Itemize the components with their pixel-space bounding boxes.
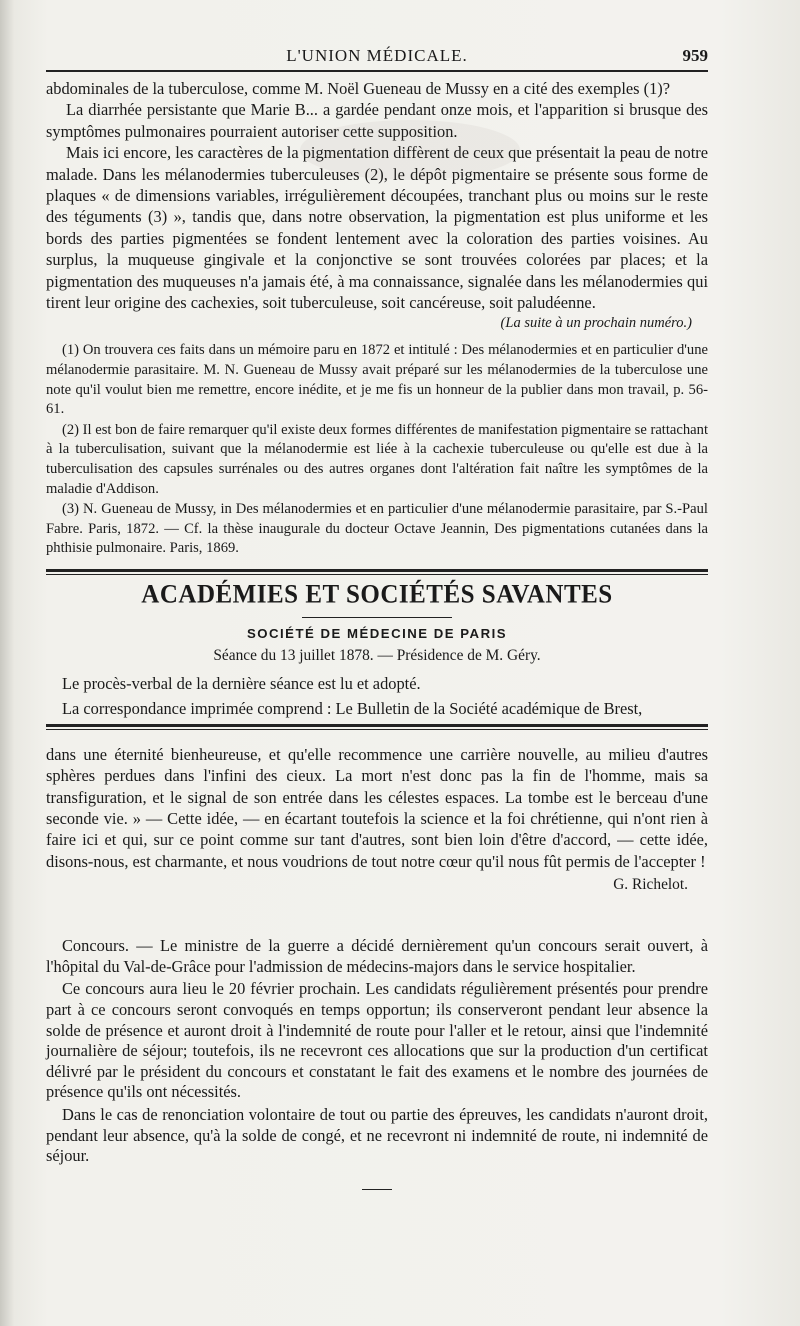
section-title: ACADÉMIES ET SOCIÉTÉS SAVANTES — [141, 580, 613, 609]
article-paragraph: abdominales de la tuberculose, comme M. Noël Gueneau de Mussy en a cité des exemples (1)? — [46, 79, 671, 98]
footnote: (1) On trouvera ces faits dans un mémoire paru en 1872 et intitulé : Des mélanodermies et en particulier d'une mélanodermie parasitaire. M. N. Gueneau de Mussy avait préparé sur les mélanodermies de la tuberculose une note qu'il voulut bien me remettre, encore inédite, et je me fis un honneur de la publier dans mon travail, p. 56-61. — [46, 342, 708, 418]
concours-notice — [46, 936, 708, 1167]
running-title: L'UNION MÉDICALE. — [286, 46, 468, 65]
article-body — [46, 78, 708, 313]
society-heading: SOCIÉTÉ DE MÉDECINE DE PARIS — [246, 626, 508, 641]
article-paragraph: Mais ici encore, les caractères de la pigmentation diffèrent de ceux que présentait la peau de notre malade. Dans les mélanodermies tuberculeuses (2), le dépôt pigmentaire se présente sous forme de plaques « de dimensions variables, irrégulièrement découpées, tranchant plus ou moins sur le reste des téguments (3) », tandis que, dans notre observation, la pigmentation est plus uniforme et les bords des parties pigmentées se fondent lentement avec la coloration des parties voisines. Au surplus, la muqueuse gingivale et la conjonctive se sont trouvées colorées par places; et la pigmentation des muqueuses n'a jamais été, à ma connaissance, signalée dans les mélanodermies qui tirent leur origine des cachexies, soit tuberculeuse, soit cancéreuse, soit paludéenne. — [46, 143, 708, 313]
section-divider — [46, 569, 708, 575]
author-signature: G. Richelot. — [613, 876, 688, 894]
footnote: (3) N. Gueneau de Mussy, in Des mélanodermies et en particulier d'une mélanodermie parasitaire, par S.-Paul Fabre. Paris, 1872. — Cf. la thèse inaugurale du docteur Octave Jeannin, Des pigmentations cutanées dans la phthisie pulmonaire. Paris, 1869. — [46, 501, 708, 557]
page-number: 959 — [682, 46, 708, 65]
header-rule — [46, 70, 708, 72]
proceedings-paragraph: La correspondance imprimée comprend : Le Bulletin de la Société académique de Brest, — [62, 699, 643, 719]
feuilleton-divider — [46, 724, 708, 730]
concours-paragraph: Ce concours aura lieu le 20 février prochain. Les candidats régulièrement présentés pour prendre part à ce concours seront convoqués en temps opportun; ils conserveront pendant leur absence la solde de présence et auront droit à l'indemnité de route pour l'aller et le retour, ainsi que l'indemnité journalière de séjour; toutefois, ils ne recevront ces allocations que sur la production d'un certificat délivré par le président du concours et constatant le fait des examens et le nombre des journées de présence qu'ils ont nécessités. — [46, 979, 708, 1102]
seance-line: Séance du 13 juillet 1878. — Présidence de M. Géry. — [213, 647, 541, 664]
page-gutter-shadow — [0, 0, 14, 1326]
footnote: (2) Il est bon de faire remarquer qu'il existe deux formes différentes de manifestation pigmentaire se rattachant à la tuberculisation, suivant que la mélanodermie est liée à la cachexie tuberculeuse ou qu'elle est due à la tuberculisation des capsules surrénales ou des autres organes dont l'altération fait naître les symptômes de la maladie d'Addison. — [46, 421, 708, 497]
proceedings-paragraph: Le procès-verbal de la dernière séance est lu et adopté. — [62, 674, 421, 693]
title-underline — [302, 617, 452, 618]
end-rule — [362, 1189, 392, 1190]
paper-stain — [300, 120, 520, 180]
page-header — [46, 36, 708, 66]
article-paragraph: La diarrhée persistante que Marie B... a gardée pendant onze mois, et l'apparition si brusque des symptômes pulmonaires pourraient autoriser cette supposition. — [46, 100, 708, 141]
feuilleton-continuation: dans une éternité bienheureuse, et qu'elle recommence une carrière nouvelle, au milieu d'autres sphères perdues dans l'infini des cieux. La mort n'est donc pas la fin de l'homme, mais sa transfiguration, et le signal de son entrée dans les célestes espaces. La tombe est le berceau d'une seconde vie. » — Cette idée, — en écartant toutefois la science et la foi chrétienne, qui n'ont rien à faire ici et qui, sur ce point comme sur tant d'autres, sont bien loin d'être d'accord, — cette idée, disons-nous, est charmante, et nous voudrions de tout notre cœur qu'il nous fût permis de l'accepter ! — [46, 744, 708, 871]
proceedings-text — [46, 673, 708, 720]
concours-paragraph: Concours. — Le ministre de la guerre a décidé dernièrement qu'un concours serait ouvert, à l'hôpital du Val-de-Grâce pour l'admission de médecins-majors dans le service hospitalier. — [46, 936, 708, 976]
concours-paragraph: Dans le cas de renonciation volontaire de tout ou partie des épreuves, les candidats n'auront droit, pendant leur absence, qu'à la solde de congé, et ne recevront ni indemnité de route, ni indemnité de séjour. — [46, 1105, 708, 1166]
footnotes — [46, 341, 708, 559]
to-be-continued-note: (La suite à un prochain numéro.) — [500, 315, 692, 332]
